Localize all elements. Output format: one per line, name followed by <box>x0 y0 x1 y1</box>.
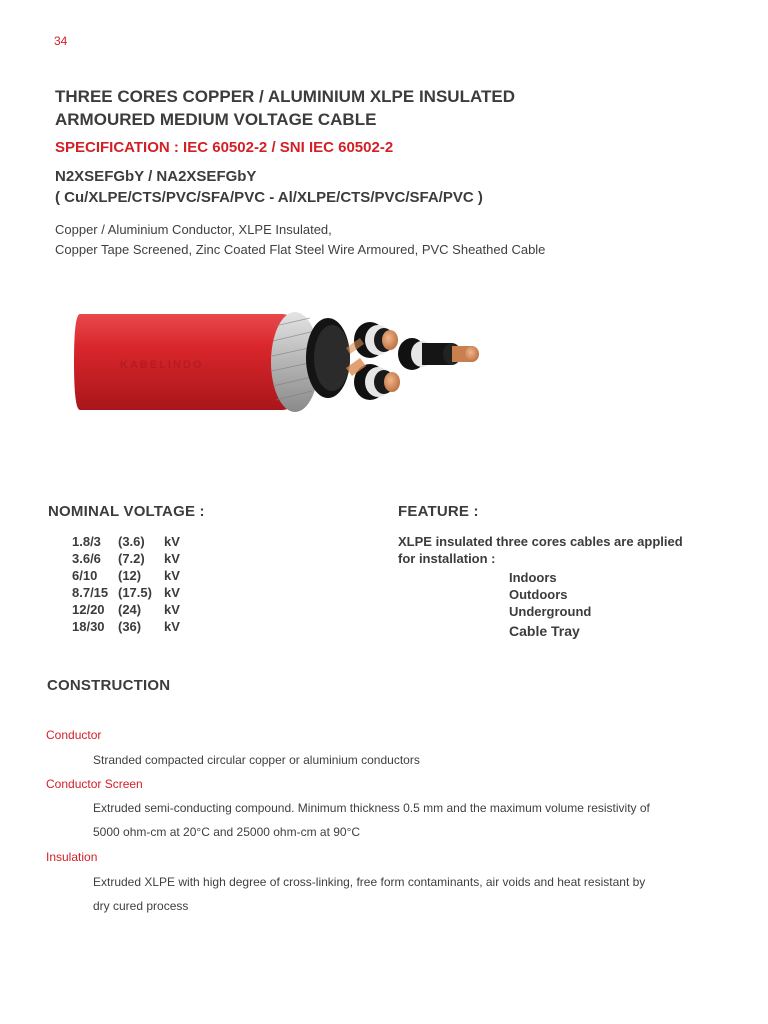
description-line-2: Copper Tape Screened, Zinc Coated Flat Steel Wire Armoured, PVC Sheathed Cable <box>55 242 546 257</box>
voltage-row: 3.6/6 (7.2) kV <box>72 551 180 566</box>
feature-text-line-1: XLPE insulated three cores cables are applied <box>398 534 683 549</box>
description-line-1: Copper / Aluminium Conductor, XLPE Insulated, <box>55 222 332 237</box>
feature-text <box>398 533 683 567</box>
feature-item: Cable Tray <box>509 623 580 639</box>
cable-types <box>55 166 483 208</box>
cable-types-line-1: N2XSEFGbY / NA2XSEFGbY <box>55 168 257 185</box>
title-line-2: ARMOURED MEDIUM VOLTAGE CABLE <box>55 110 377 129</box>
conductor-screen-label: Conductor Screen <box>46 777 143 791</box>
page-number: 34 <box>54 34 68 48</box>
nominal-voltage-heading: NOMINAL VOLTAGE : <box>48 503 205 520</box>
feature-item: Outdoors <box>509 587 568 602</box>
feature-heading: FEATURE : <box>398 503 479 520</box>
brand-text: KABELINDO <box>120 359 204 371</box>
feature-item: Underground <box>509 604 592 619</box>
cable-types-line-2: ( Cu/XLPE/CTS/PVC/SFA/PVC - Al/XLPE/CTS/PVC/SFA/PVC ) <box>55 189 483 206</box>
construction-heading: CONSTRUCTION <box>47 677 171 694</box>
voltage-row: 12/20 (24) kV <box>72 602 180 617</box>
voltage-row: 6/10 (12) kV <box>72 568 180 583</box>
insulation-text: Extruded XLPE with high degree of cross-linking, free form contaminants, air voids and heat resistant by dry cured process <box>93 875 646 913</box>
title-line-1: THREE CORES COPPER / ALUMINIUM XLPE INSULATED <box>55 87 515 106</box>
feature-item: Indoors <box>509 570 557 585</box>
specification: SPECIFICATION : IEC 60502-2 / SNI IEC 60502-2 <box>55 139 394 156</box>
core-2 <box>398 338 479 370</box>
voltage-row: 18/30 (36) kV <box>72 619 180 634</box>
insulation-label: Insulation <box>46 850 98 864</box>
page-title <box>55 85 515 131</box>
nominal-voltage-list <box>72 533 180 635</box>
voltage-row: 1.8/3 (3.6) kV <box>72 534 180 549</box>
conductor-screen-text: Extruded semi-conducting compound. Minimum thickness 0.5 mm and the maximum volume resistivity of 5000 ohm-cm at 20°C and 25000 ohm-cm at 90°C <box>93 801 650 839</box>
voltage-row: 8.7/15 (17.5) kV <box>72 585 180 600</box>
feature-text-line-2: for installation : <box>398 551 496 566</box>
conductor-text: Stranded compacted circular copper or aluminium conductors <box>93 753 420 767</box>
conductor-label: Conductor <box>46 728 102 742</box>
cable-description <box>55 220 545 260</box>
feature-list <box>509 569 591 640</box>
cable-illustration <box>70 296 490 426</box>
